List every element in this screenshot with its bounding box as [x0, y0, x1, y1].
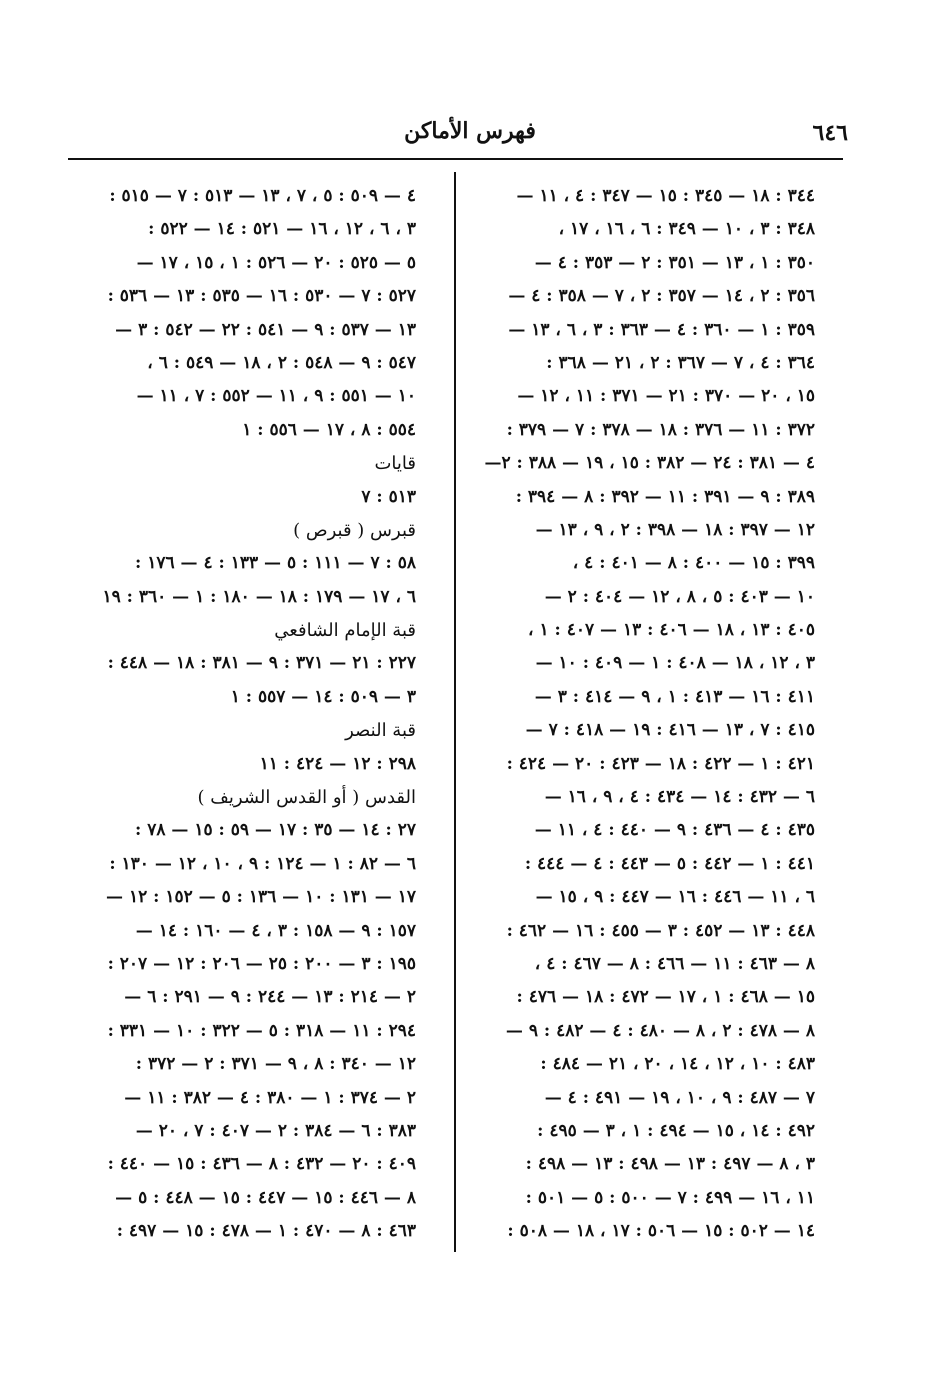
index-entry-line: ٣ — ٥٠٩ : ١٤ — ٥٥٧ : ١ — [230, 686, 416, 707]
index-entry-line: ٥٢٧ : ٧ — ٥٣٠ : ١٦ — ٥٣٥ : ١٣ — ٥٣٦ : — [107, 286, 416, 307]
index-entry-line: ٤٦٣ : ٨ — ٤٧٠ : ١ — ٤٧٨ : ١٥ — ٤٩٧ : — [116, 1221, 416, 1242]
index-entry-line: ٢٩٨ : ١٢ — ٤٢٤ : ١١ — [259, 753, 416, 774]
index-entry-line: ٤ — ٥٠٩ : ٥ ، ٧ ، ١٣ — ٥١٣ : ٧ — ٥١٥ : — [109, 186, 416, 206]
index-entry-line: ٥١٣ : ٧ — [361, 486, 416, 507]
index-entry-line: ٤٣٥ : ٤ — ٤٣٦ : ٩ — ٤٤٠ : ٤ ، ١١ — — [534, 820, 815, 841]
index-entry-line: ٤٤١ : ١ — ٤٤٢ : ٥ — ٤٤٣ : ٤ — ٤٤٤ : — [524, 853, 815, 874]
index-entry-line: ٣٤٤ : ١٨ — ٣٤٥ : ١٥ — ٣٤٧ : ٤ ، ١١ — — [516, 186, 815, 206]
header-rule — [68, 158, 843, 160]
place-heading: قبة الإمام الشافعي — [274, 620, 416, 642]
index-entry-line: ١٢ — ٣٩٧ : ١٨ — ٣٩٨ : ٢ ، ٩ ، ١٣ — — [535, 519, 815, 540]
place-heading: القدس ( أو القدس الشريف ) — [197, 787, 416, 809]
index-entry-line: ٨ — ٤٧٨ : ٢ ، ٨ — ٤٨٠ : ٤ — ٤٨٢ : ٩ — — [505, 1020, 815, 1041]
index-entry-line: ٦ ، ١١ — ٤٤٦ : ١٦ — ٤٤٧ : ٩ ، ١٥ — — [535, 887, 815, 908]
page-number: ٦٤٦ — [812, 120, 848, 146]
index-entry-line: ٣٨٣ : ٦ — ٣٨٤ : ٢ — ٤٠٧ : ٧ ، ٢٠ — — [135, 1120, 416, 1141]
index-entry-line: ٢ — ٢١٤ : ١٣ — ٢٤٤ : ٩ — ٢٩١ : ٦ — — [124, 987, 416, 1008]
place-heading: قبرس ( قبرص ) — [293, 519, 416, 541]
index-entry-line: ٤١١ : ١٦ — ٤١٣ : ١ ، ٩ — ٤١٤ : ٣ — — [534, 686, 815, 707]
index-entry-line: ٤٨٣ : ١٠ ، ١٢ ، ١٤ ، ٢٠ ، ٢١ — ٤٨٤ : — [540, 1054, 815, 1075]
index-entry-line: ٨ — ٤٤٦ : ١٥ — ٤٤٧ : ١٥ — ٤٤٨ : ٥ — — [115, 1187, 416, 1208]
index-entry-line: ٢٧ : ١٤ — ٣٥ : ١٧ — ٥٩ : ١٥ — ٧٨ : — [135, 820, 416, 841]
index-entry-line: ٨ — ٤٦٣ : ١١ — ٤٦٦ : ٨ — ٤٦٧ : ٤ ، — [534, 953, 815, 974]
index-entry-line: ٢ — ٣٧٤ : ١ — ٣٨٠ : ٤ — ٣٨٢ : ١١ — — [124, 1087, 416, 1108]
index-entry-line: ٤٤٨ : ١٣ — ٤٥٢ : ٣ — ٤٥٥ : ١٦ — ٤٦٢ : — [506, 920, 815, 941]
index-entry-line: ٣٥٩ : ١ — ٣٦٠ : ٤ — ٣٦٣ : ٣ ، ٦ ، ١٣ — — [508, 319, 815, 340]
index-entry-line: ١٩٥ : ٣ — ٢٠٠ : ٢٥ — ٢٠٦ : ١٢ — ٢٠٧ : — [107, 953, 416, 974]
index-entry-line: ٣٨٩ : ٩ — ٣٩١ : ١١ — ٣٩٢ : ٨ — ٣٩٤ : — [515, 486, 815, 507]
index-entry-line: ٤٠٥ : ١٣ ، ١٨ — ٤٠٦ : ١٣ — ٤٠٧ : ١ ، — [528, 620, 815, 641]
index-entry-line: ٣ ، ٨ — ٤٩٧ : ١٣ — ٤٩٨ : ١٣ — ٤٩٨ : — [525, 1154, 815, 1175]
index-entry-line: ١٤ — ٥٠٢ : ١٥ — ٥٠٦ : ١٧ ، ١٨ — ٥٠٨ : — [507, 1221, 815, 1242]
index-entry-line: ١٠ — ٥٥١ : ٩ ، ١١ — ٥٥٢ : ٧ ، ١١ — — [136, 386, 416, 407]
index-entry-line: ٤٩٢ : ١٤ ، ١٥ — ٤٩٤ : ١ ، ٣ — ٤٩٥ : — [537, 1120, 815, 1141]
index-entry-line: ٣ ، ٦ ، ١٢ ، ١٦ — ٥٢١ : ١٤ — ٥٢٢ : — [148, 219, 416, 240]
index-entry-line: ٥٨ : ٧ — ١١١ : ٥ — ١٣٣ : ٤ — ١٧٦ : — [134, 553, 416, 574]
index-column-right — [470, 180, 815, 1249]
index-entry-line: ١١ ، ١٦ — ٤٩٩ : ٧ — ٥٠٠ : ٥ — ٥٠١ : — [525, 1187, 815, 1208]
index-entry-line: ٦ — ٤٣٢ : ١٤ — ٤٣٤ : ٤ ، ٩ ، ١٦ — — [544, 787, 815, 808]
index-entry-line: ١٣ — ٥٣٧ : ٩ — ٥٤١ : ٢٢ — ٥٤٢ : ٣ — — [115, 319, 416, 340]
place-heading: قبة النصر — [345, 720, 416, 742]
index-entry-line: ٣٤٨ : ٣ ، ١٠ — ٣٤٩ : ٦ ، ١٦ ، ١٧ ، — [558, 219, 815, 240]
place-heading: قايات — [374, 453, 416, 475]
page-title: فهرس الأماكن — [404, 118, 536, 144]
column-divider — [454, 172, 456, 1252]
index-entry-line: ٤١٥ : ٧ ، ١٣ — ٤١٦ : ١٩ — ٤١٨ : ٧ — — [525, 720, 815, 741]
index-column-left — [70, 180, 416, 1249]
index-entry-line: ١٥٧ : ٩ — ١٥٨ : ٣ ، ٤ — ١٦٠ : ١٤ — — [135, 920, 416, 941]
index-entry-line: ٧ — ٤٨٧ : ٩ ، ١٠ ، ١٩ — ٤٩١ : ٤ — — [544, 1087, 815, 1108]
index-entry-line: ١٠ — ٤٠٣ : ٥ ، ٨ ، ١٢ — ٤٠٤ : ٢ — — [544, 586, 815, 607]
index-entry-line: ٥٥٤ : ٨ ، ١٧ — ٥٥٦ : ١ — [242, 419, 416, 440]
index-entry-line: ٥٤٧ : ٩ — ٥٤٨ : ٢ ، ١٨ — ٥٤٩ : ٦ ، — [147, 352, 416, 373]
index-entry-line: ٢٢٧ : ٢١ — ٣٧١ : ٩ — ٣٨١ : ١٨ — ٤٤٨ : — [107, 653, 416, 674]
index-entry-line: ٣٩٩ : ١٥ — ٤٠٠ : ٨ — ٤٠١ : ٤ ، — [572, 553, 815, 574]
index-entry-line: ١٢ — ٣٤٠ : ٨ ، ٩ — ٣٧١ : ٢ — ٣٧٢ : — [135, 1054, 416, 1075]
index-entry-line: ١٧ — ١٣١ : ١٠ — ١٣٦ : ٥ — ١٥٢ : ١٢ — — [106, 887, 416, 908]
index-entry-line: ٦ — ٨٢ : ١ — ١٢٤ : ٩ ، ١٠ ، ١٢ — ١٣٠ : — [109, 853, 416, 874]
index-entry-line: ٣٥٠ : ١ ، ١٣ — ٣٥١ : ٢ — ٣٥٣ : ٤ — — [534, 252, 815, 273]
index-entry-line: ٥ — ٥٢٥ : ٢٠ — ٥٢٦ : ١ ، ١٥ ، ١٧ — — [136, 252, 416, 273]
index-entry-line: ٤٢١ : ١ — ٤٢٢ : ١٨ — ٤٢٣ : ٢٠ — ٤٢٤ : — [506, 753, 815, 774]
index-entry-line: ٣٦٤ : ٤ ، ٧ — ٣٦٧ : ٢ ، ٢١ — ٣٦٨ : — [546, 352, 815, 373]
index-entry-line: ١٥ ، ٢٠ — ٣٧٠ : ٢١ — ٣٧١ : ١١ ، ١٢ — — [517, 386, 815, 407]
index-entry-line: ١٥ — ٤٦٨ : ١ ، ١٧ — ٤٧٢ : ١٨ — ٤٧٦ : — [516, 987, 815, 1008]
index-entry-line: ٣٧٢ : ١١ — ٣٧٦ : ١٨ — ٣٧٨ : ٧ — ٣٧٩ : — [506, 419, 815, 440]
index-entry-line: ٤ — ٣٨١ : ٢٤ — ٣٨٢ : ١٥ ، ١٩ — ٣٨٨ : ٢— — [484, 453, 815, 474]
index-entry-line: ٣٥٦ : ٢ ، ١٤ — ٣٥٧ : ٢ ، ٧ — ٣٥٨ : ٤ — — [508, 286, 815, 307]
index-entry-line: ٢٩٤ : ١١ — ٣١٨ : ٥ — ٣٢٢ : ١٠ — ٣٣١ : — [107, 1020, 416, 1041]
index-entry-line: ٣ ، ١٢ ، ١٨ — ٤٠٨ : ١ — ٤٠٩ : ١٠ — — [535, 653, 815, 674]
index-entry-line: ٦ ، ١٧ — ١٧٩ : ١٨ — ١٨٠ : ١ — ٣٦٠ : ١٩ — [102, 586, 416, 607]
index-entry-line: ٤٠٩ : ٢٠ — ٤٣٢ : ٨ — ٤٣٦ : ١٥ — ٤٤٠ : — [107, 1154, 416, 1175]
